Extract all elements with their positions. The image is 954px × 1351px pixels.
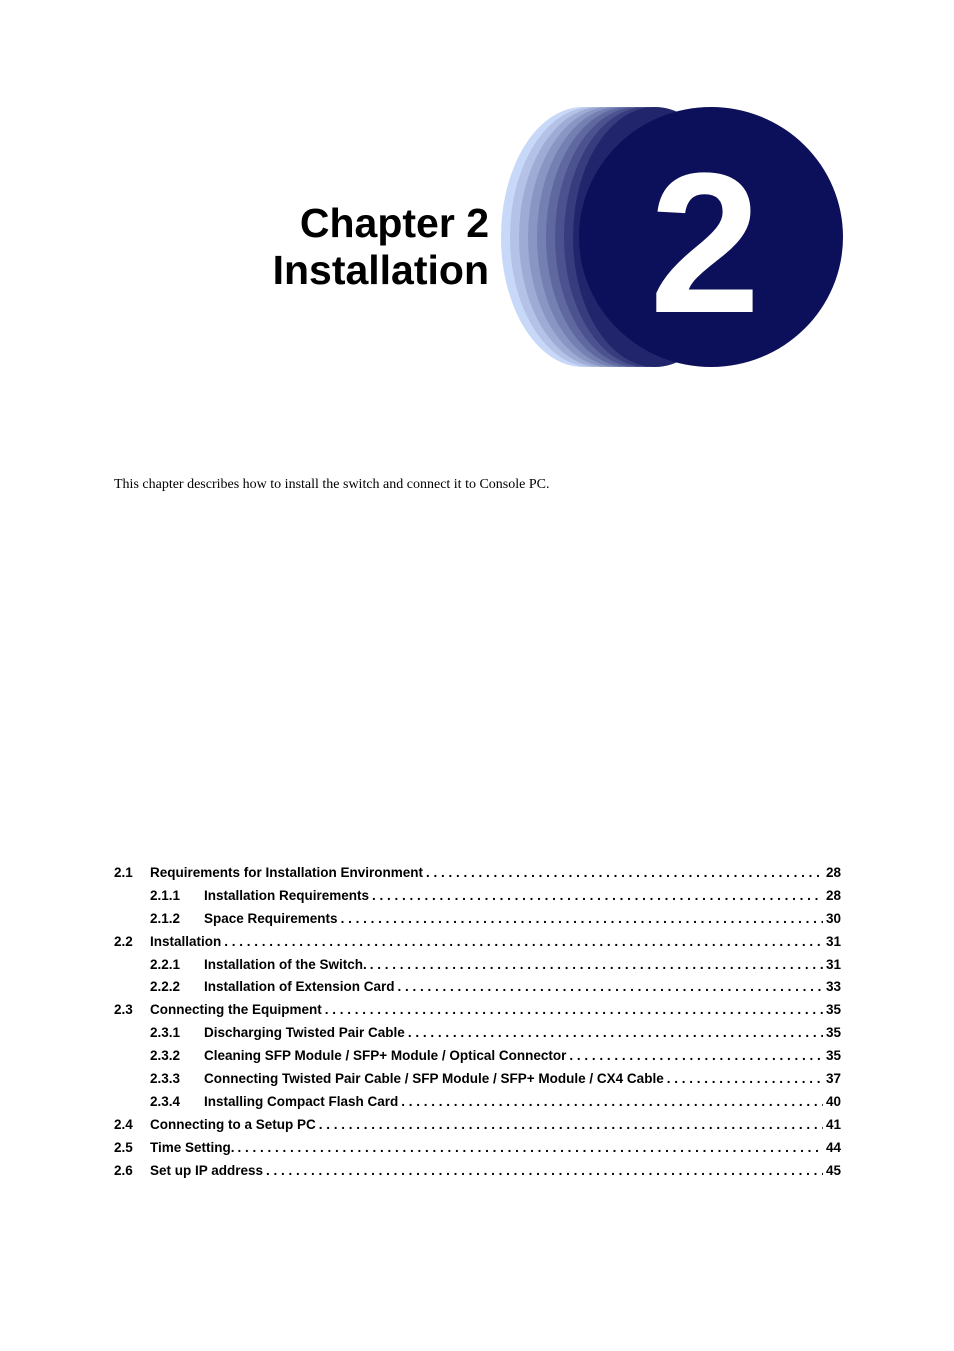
toc-entry-number: 2.6 [114, 1162, 133, 1178]
chapter-number-emblem [495, 100, 850, 375]
toc-dot-leader [341, 911, 823, 926]
toc-dot-leader [426, 865, 823, 880]
toc-dot-leader [401, 1094, 823, 1109]
toc-entry-page: 35 [825, 1048, 841, 1064]
toc-entry-label: Set up IP address [150, 1162, 264, 1178]
toc-entry-page: 41 [825, 1116, 841, 1132]
toc-dot-leader [569, 1048, 823, 1063]
toc-entry-page: 31 [825, 933, 841, 949]
toc-entry-number: 2.2.2 [150, 979, 181, 995]
toc-entry-page: 33 [825, 979, 841, 995]
toc-entry-number: 2.4 [114, 1116, 133, 1132]
toc-entry-number: 2.1.2 [150, 910, 181, 926]
toc-entry[interactable] [114, 865, 841, 888]
toc-entry-number: 2.3 [114, 1002, 133, 1018]
chapter-heading [273, 200, 489, 294]
toc-entry-number: 2.3.1 [150, 1025, 181, 1041]
toc-entry-number: 2.2.1 [150, 956, 181, 972]
chapter-number: 2 [649, 132, 761, 355]
toc-dot-leader [238, 1140, 823, 1155]
toc-entry[interactable] [114, 957, 841, 980]
toc-entry[interactable] [114, 934, 841, 957]
toc-entry-number: 2.3.2 [150, 1048, 181, 1064]
table-of-contents [114, 865, 841, 1185]
toc-entry-page: 35 [825, 1002, 841, 1018]
toc-entry-label: Connecting to a Setup PC [150, 1116, 316, 1132]
toc-entry-label: Time Setting. [150, 1139, 235, 1155]
toc-entry[interactable] [114, 1002, 841, 1025]
toc-entry-label: Cleaning SFP Module / SFP+ Module / Optical Connector [204, 1048, 567, 1064]
toc-entry-page: 40 [825, 1093, 841, 1109]
toc-entry[interactable] [114, 911, 841, 934]
toc-entry-number: 2.5 [114, 1139, 133, 1155]
toc-entry-label: Installation of the Switch. [204, 956, 367, 972]
toc-entry-page: 45 [825, 1162, 841, 1178]
toc-entry-number: 2.1 [114, 865, 133, 880]
toc-entry-label: Space Requirements [204, 910, 338, 926]
toc-entry-label: Discharging Twisted Pair Cable [204, 1025, 405, 1041]
toc-dot-leader [224, 934, 823, 949]
toc-entry-page: 37 [825, 1071, 841, 1087]
toc-dot-leader [370, 957, 823, 972]
toc-entry-page: 44 [825, 1139, 841, 1155]
toc-entry-page: 30 [825, 910, 841, 926]
toc-entry-page: 31 [825, 956, 841, 972]
toc-entry[interactable] [114, 888, 841, 911]
toc-dot-leader [266, 1163, 823, 1178]
toc-entry[interactable] [114, 1163, 841, 1186]
toc-entry-label: Installing Compact Flash Card [204, 1093, 399, 1109]
toc-entry[interactable] [114, 1140, 841, 1163]
toc-entry-label: Installation Requirements [204, 887, 370, 903]
toc-entry[interactable] [114, 1117, 841, 1140]
toc-entry-page: 28 [825, 865, 841, 880]
toc-dot-leader [325, 1002, 823, 1017]
toc-entry-label: Connecting the Equipment [150, 1002, 322, 1018]
toc-entry[interactable] [114, 1094, 841, 1117]
toc-dot-leader [667, 1071, 823, 1086]
toc-dot-leader [398, 979, 823, 994]
toc-entry[interactable] [114, 1025, 841, 1048]
toc-dot-leader [372, 888, 823, 903]
chapter-title: Installation [272, 247, 489, 293]
toc-entry-number: 2.1.1 [150, 887, 181, 903]
chapter-intro: This chapter describes how to install the switch and connect it to Console PC. [114, 477, 550, 492]
toc-dot-leader [319, 1117, 823, 1132]
toc-entry-page: 35 [825, 1025, 841, 1041]
toc-entry-label: Installation of Extension Card [204, 979, 395, 995]
toc-entry-number: 2.3.3 [150, 1071, 181, 1087]
chapter-label: Chapter 2 [299, 200, 489, 246]
toc-entry-number: 2.3.4 [150, 1093, 181, 1109]
toc-entry[interactable] [114, 979, 841, 1002]
toc-entry-number: 2.2 [114, 933, 133, 949]
toc-entry[interactable] [114, 1071, 841, 1094]
toc-entry-label: Installation [150, 933, 222, 949]
toc-entry-label: Connecting Twisted Pair Cable / SFP Module / SFP+ Module / CX4 Cable [204, 1071, 664, 1087]
toc-entry-label: Requirements for Installation Environment [150, 865, 424, 880]
toc-entry-page: 28 [825, 887, 841, 903]
toc-dot-leader [408, 1025, 823, 1040]
toc-entry[interactable] [114, 1048, 841, 1071]
